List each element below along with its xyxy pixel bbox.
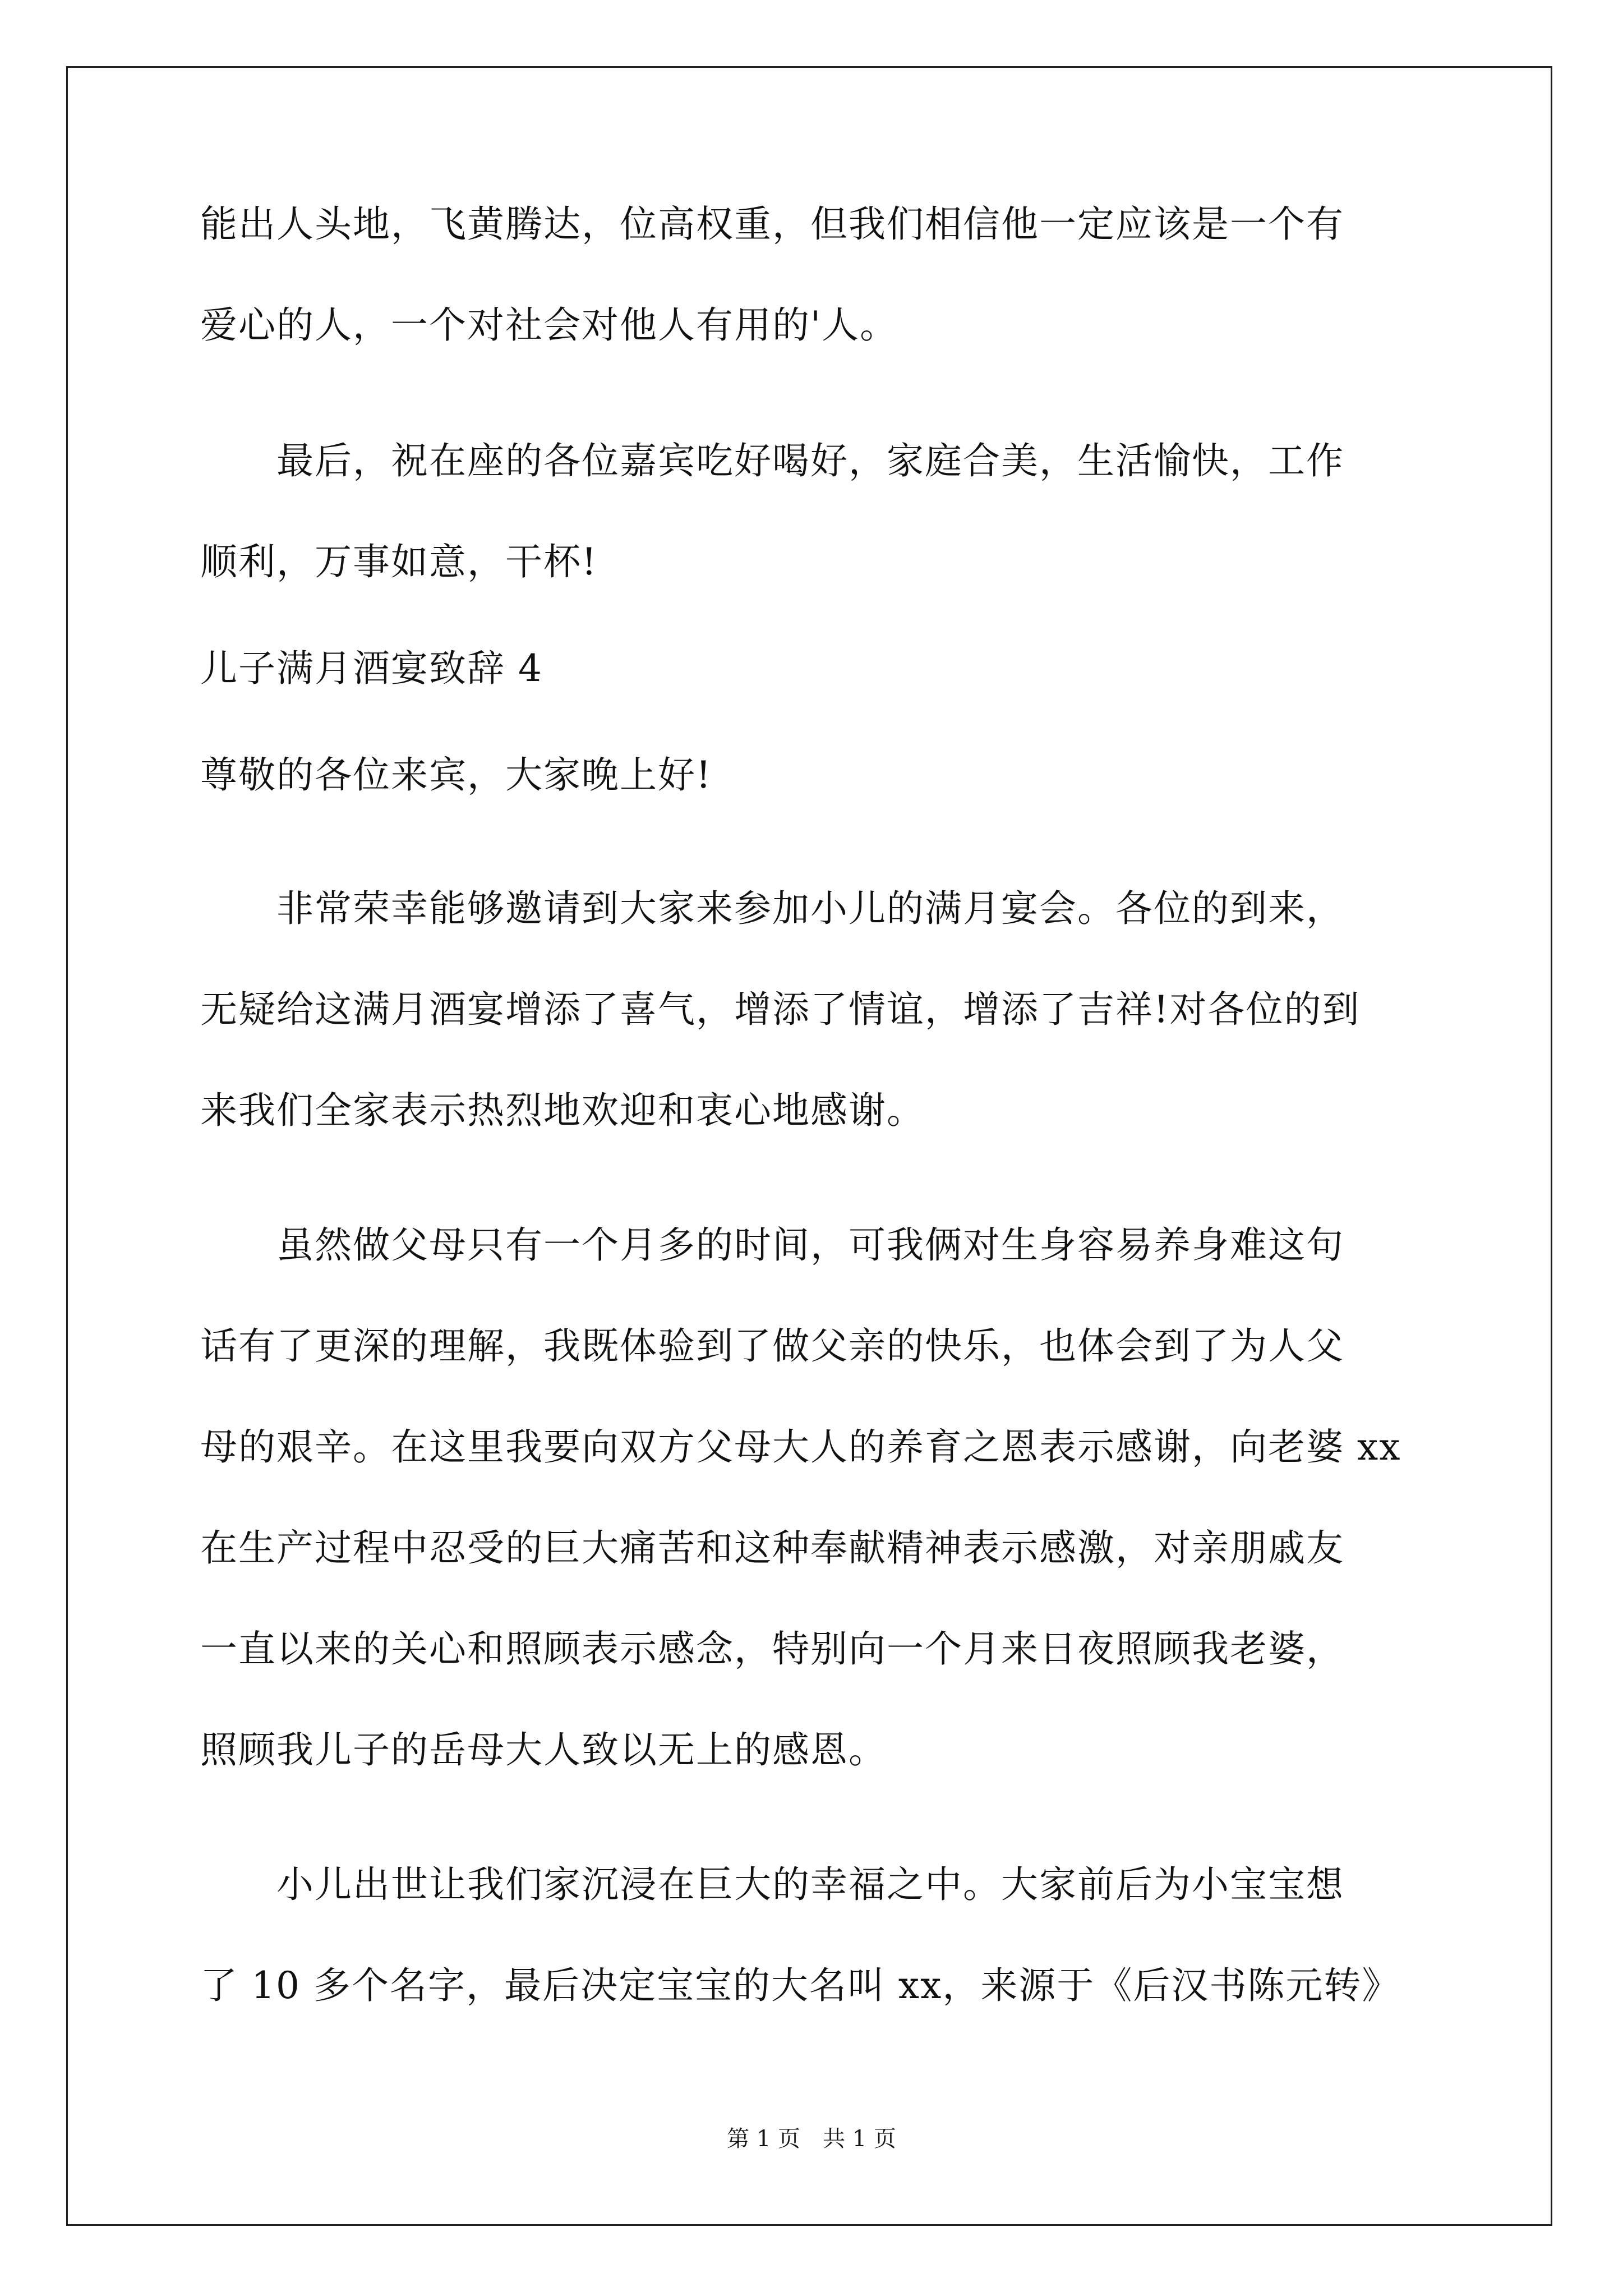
text-line: 无疑给这满月酒宴增添了喜气，增添了情谊，增添了吉祥!对各位的到 <box>200 988 1361 1031</box>
text-line: 一直以来的关心和照顾表示感念，特别向一个月来日夜照顾我老婆， <box>200 1627 1344 1671</box>
salutation: 尊敬的各位来宾，大家晚上好! <box>200 753 712 797</box>
text-line: 照顾我儿子的岳母大人致以无上的感恩。 <box>200 1728 887 1772</box>
page-number: 第 1 页 共 1 页 <box>727 2126 896 2152</box>
text-line: 了 10 多个名字，最后决定宝宝的大名叫 xx，来源于《后汉书陈元转》 <box>200 1964 1400 2007</box>
text-line: 小儿出世让我们家沉浸在巨大的幸福之中。大家前后为小宝宝想 <box>200 1863 1344 1906</box>
text-line: 最后，祝在座的各位嘉宾吃好喝好，家庭合美，生活愉快，工作 <box>200 439 1344 482</box>
section-heading: 儿子满月酒宴致辞 4 <box>200 647 543 690</box>
text-line: 虽然做父母只有一个月多的时间，可我俩对生身容易养身难这句 <box>200 1223 1344 1267</box>
text-line: 能出人头地，飞黄腾达，位高权重，但我们相信他一定应该是一个有 <box>200 203 1344 246</box>
text-line: 爱心的人，一个对社会对他人有用的'人。 <box>200 303 898 347</box>
text-line: 顺利，万事如意，干杯! <box>200 540 598 583</box>
text-line: 母的艰辛。在这里我要向双方父母大人的养育之恩表示感谢，向老婆 xx <box>200 1425 1401 1469</box>
text-line: 在生产过程中忍受的巨大痛苦和这种奉献精神表示感激，对亲朋戚友 <box>200 1526 1344 1570</box>
text-line: 非常荣幸能够邀请到大家来参加小儿的满月宴会。各位的到来， <box>200 887 1344 930</box>
text-line: 来我们全家表示热烈地欢迎和衷心地感谢。 <box>200 1089 925 1132</box>
text-line: 话有了更深的理解，我既体验到了做父亲的快乐，也体会到了为人父 <box>200 1324 1344 1368</box>
